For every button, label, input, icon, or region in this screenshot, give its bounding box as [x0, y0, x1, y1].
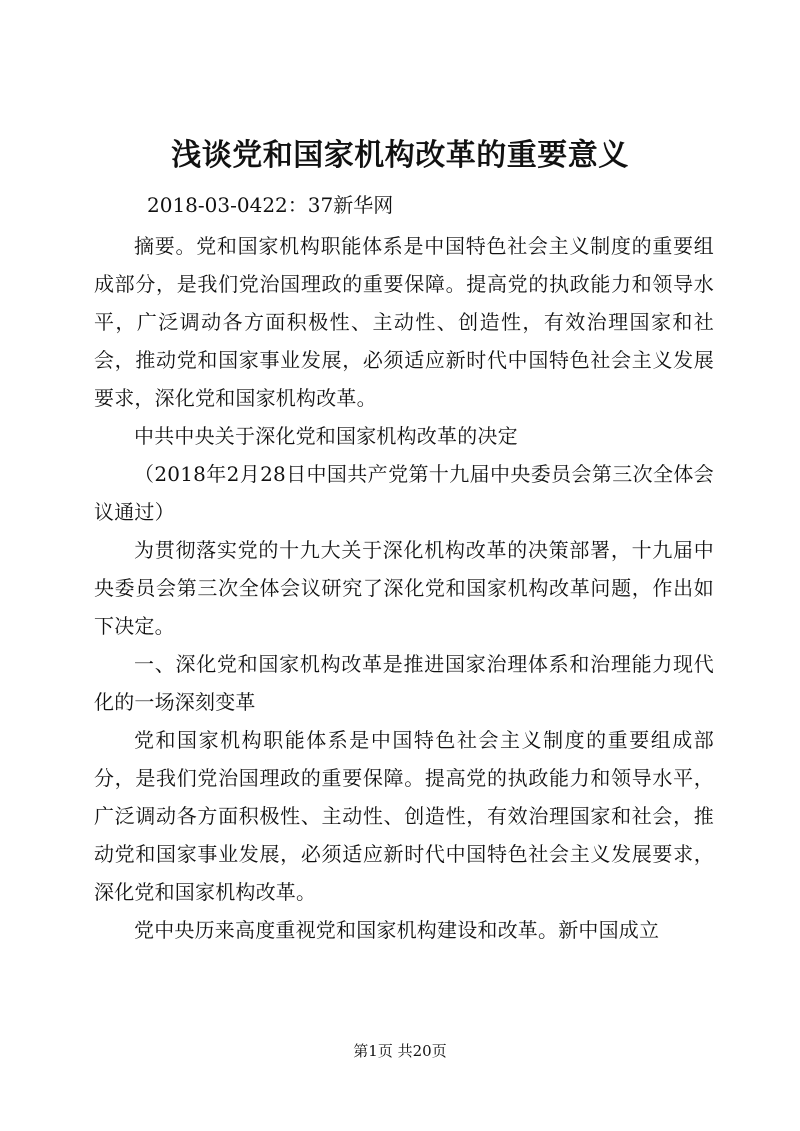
paragraph-adoption-note: （2018年2月28日中国共产党第十九届中央委员会第三次全体会议通过） [94, 462, 714, 524]
page-footer: 第1页 共20页 [353, 1042, 447, 1060]
page-title: 浅谈党和国家机构改革的重要意义 [171, 138, 629, 173]
publication-meta: 2018-03-0422：37新华网 [147, 193, 394, 217]
paragraph-continuation: 党中央历来高度重视党和国家机构建设和改革。新中国成立 [134, 918, 660, 942]
paragraph-section-body: 党和国家机构职能体系是中国特色社会主义制度的重要组成部分，是我们党治国理政的重要保障。提高党的执政能力和领导水平，广泛调动各方面积极性、主动性、创造性，有效治理国家和社会，推动党和国家事业发展，必须适应新时代中国特色社会主义发展要求，深化党和国家机构改革。 [94, 728, 714, 904]
paragraph-decision-title: 中共中央关于深化党和国家机构改革的决定 [134, 424, 518, 448]
paragraph-intro: 为贯彻落实党的十九大关于深化机构改革的决策部署，十九届中央委员会第三次全体会议研究了深化党和国家机构改革问题，作出如下决定。 [94, 538, 714, 638]
paragraph-abstract: 摘要。党和国家机构职能体系是中国特色社会主义制度的重要组成部分，是我们党治国理政的重要保障。提高党的执政能力和领导水平，广泛调动各方面积极性、主动性、创造性，有效治理国家和社会，推动党和国家事业发展，必须适应新时代中国特色社会主义发展要求，深化党和国家机构改革。 [94, 234, 714, 410]
article-body [94, 227, 714, 949]
paragraph-section-heading: 一、深化党和国家机构改革是推进国家治理体系和治理能力现代化的一场深刻变革 [94, 652, 714, 714]
